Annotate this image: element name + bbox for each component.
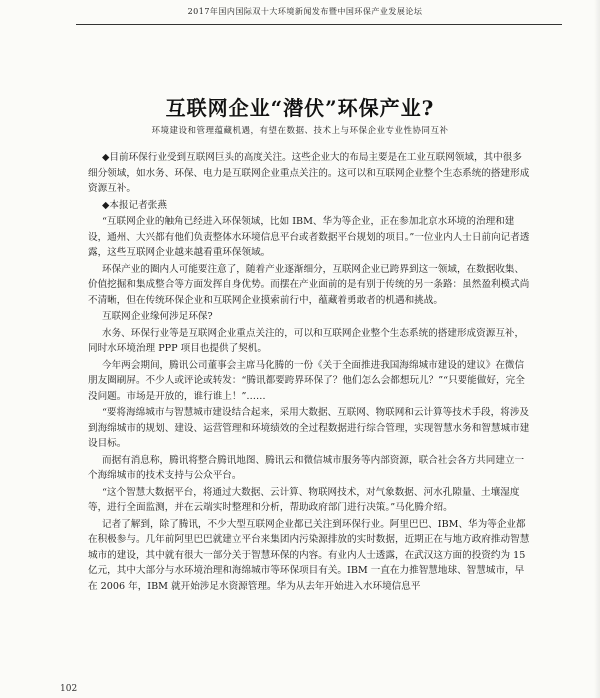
paragraph: 今年两会期间，腾讯公司董事会主席马化腾的一份《关于全面推进我国海绵城市建设的建议》在微信朋友圈刷屏。不少人或评论或转发：“腾讯都要跨界环保了？他们怎么会都想玩儿？”“只要能做好，完全没问题。市场是开放的，谁行谁上！”…… xyxy=(88,359,525,402)
running-header: 2017年国内国际双十大环境新闻发布暨中国环保产业发展论坛 xyxy=(187,7,423,16)
paragraph: “互联网企业的触角已经进入环保领域，比如 IBM、华为等企业，正在参加北京水环境的治理和建设，通州、大兴都有他们负责整体水环境信息平台或者数据平台规划的项目。”一位业内人士日前向记者透露，这些互联网企业越来越看重环保领域。 xyxy=(88,216,530,258)
paragraph: 而据有消息称，腾讯将整合腾讯地图、腾讯云和微信城市服务等内部资源，联合社会各方共同建立一个海绵城市的技术支持与公众平台。 xyxy=(88,454,525,481)
scan-shadow xyxy=(594,0,600,698)
paragraph: “这个智慧大数据平台，将通过大数据、云计算、物联网技术，对气象数据、河水孔隙量、土壤湿度等，进行全面监测，并在云端实时整理和分析，帮助政府部门进行决策。”马化腾介绍。 xyxy=(88,486,520,513)
article-subtitle: 环境建设和管理蕴藏机遇，有望在数据、技术上与环保企业专业性协同互补 xyxy=(151,126,449,136)
page-number: 102 xyxy=(60,684,78,694)
paragraph: 记者了解到，除了腾讯，不少大型互联网企业都已关注到环保行业。阿里巴巴、IBM、华为等企业都在积极参与。几年前阿里巴巴就建立平台来集团内污染源排放的实时数据，近期正在与地方政府推动智慧城市的建设，其中就有很大一部分关于智慧环保的内容。有业内人士透露，在武汉这方面的投资约为 15 亿元，其中大部分与水环境治理和海绵城市等环保项目有关。IBM 一直在力推智慧地球、智慧城市，早在 2006 年，IBM 就开始涉足水资源管理。华为从去年开始进入水环境信息平 xyxy=(88,518,530,592)
byline: ◆本报记者张燕 xyxy=(102,199,167,211)
paragraph: 环保产业的圈内人可能要注意了，随着产业逐渐细分，互联网企业已跨界到这一领域，在数据收集、价值挖掘和集成整合等方面发挥自身优势。而摆在产业面前的是有别于传统的另一条路：虽然盈利模式尚不清晰，但在传统环保企业和互联网企业摸索前行中，蕴藏着勇敢者的机遇和挑战。 xyxy=(88,263,530,306)
article-body xyxy=(88,150,530,595)
paragraph: “要将海绵城市与智慧城市建设结合起来，采用大数据、互联网、物联网和云计算等技术手段，将涉及到海绵城市的规划、建设、运营管理和环境绩效的全过程数据进行综合管理，实现智慧水务和智慧城市建设目标。 xyxy=(88,407,530,449)
header-rule xyxy=(76,24,562,25)
paragraph: ◆目前环保行业受到互联网巨头的高度关注。这些企业大的布局主要是在工业互联网领域，其中很多细分领域，如水务、环保、电力是互联网企业重点关注的。这可以和互联网企业整个生态系统的搭建形成资源互补。 xyxy=(88,152,530,194)
article-title: 互联网企业“潜伏”环保产业? xyxy=(165,96,435,120)
section-heading: 互联网企业缘何涉足环保? xyxy=(102,311,213,322)
paragraph: 水务、环保行业等是互联网企业重点关注的，可以和互联网企业整个生态系统的搭建形成资源互补，同时水环境治理 PPP 项目也提供了契机。 xyxy=(88,327,525,354)
